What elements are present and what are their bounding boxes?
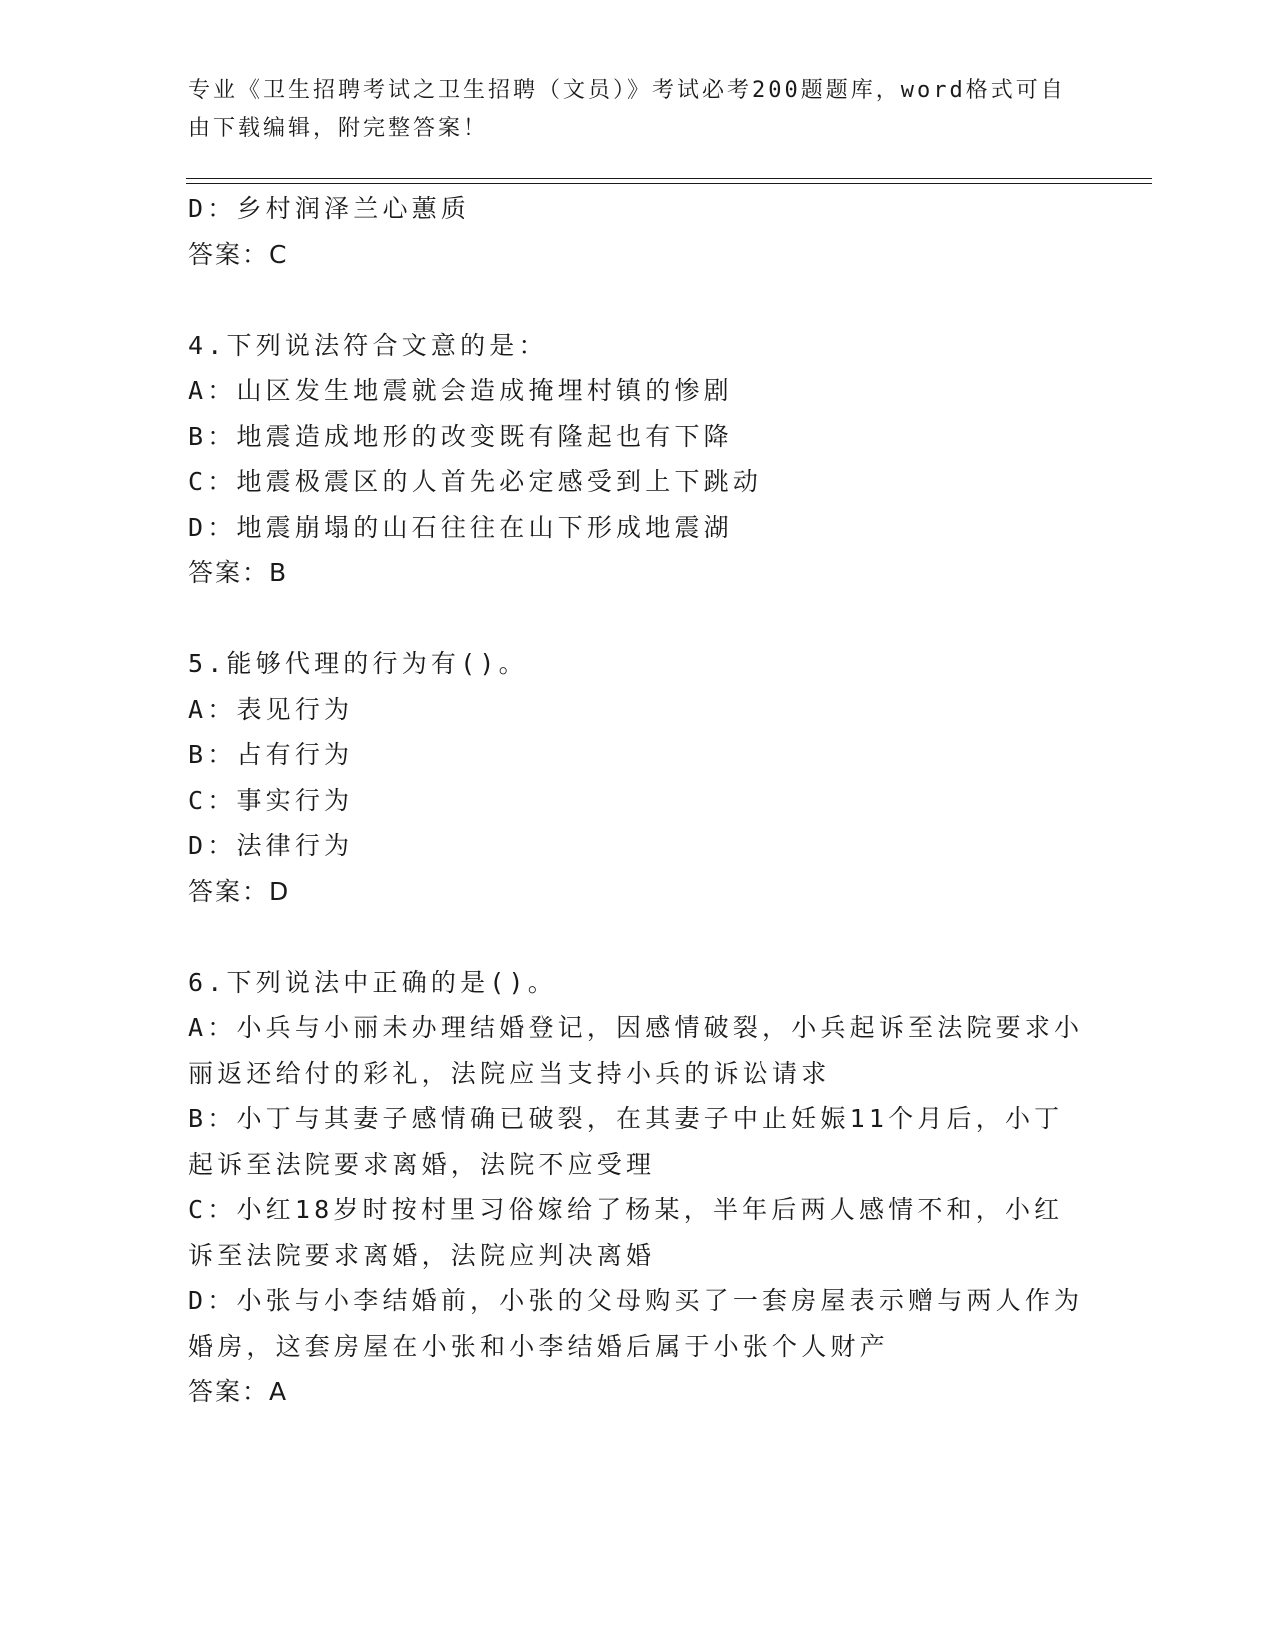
question-stem: 4.下列说法符合文意的是：	[188, 330, 548, 360]
question-list	[188, 186, 1088, 1415]
question-5	[188, 641, 1088, 914]
question-fragment	[188, 186, 1088, 277]
answer: 答案：C	[188, 239, 289, 269]
spacer	[188, 914, 1088, 960]
answer: 答案：B	[188, 558, 289, 587]
option-d: D：法律行为	[188, 831, 354, 860]
header-rule-top	[186, 178, 1152, 179]
answer: 答案：D	[188, 876, 291, 906]
spacer	[188, 596, 1088, 642]
spacer	[188, 277, 1088, 323]
question-stem: 5.能够代理的行为有()。	[188, 649, 528, 678]
question-4	[188, 323, 1088, 596]
option-a: A：山区发生地震就会造成掩埋村镇的惨剧	[188, 376, 733, 405]
option-b: B：占有行为	[188, 740, 354, 769]
header-rule-bottom	[186, 183, 1152, 184]
document-header: 专业《卫生招聘考试之卫生招聘（文员）》考试必考200题题库，word格式可自由下载编辑，附完整答案！	[188, 78, 1066, 141]
option-a: A：小兵与小丽未办理结婚登记，因感情破裂，小兵起诉至法院要求小丽返还给付的彩礼，法院应当支持小兵的诉讼请求	[188, 1013, 1084, 1088]
option-c: C：地震极震区的人首先必定感受到上下跳动	[188, 467, 763, 496]
option-d: D：地震崩塌的山石往往在山下形成地震湖	[188, 512, 733, 542]
option-d: D：乡村润泽兰心蕙质	[188, 194, 471, 223]
option-b: B：地震造成地形的改变既有隆起也有下降	[188, 421, 733, 451]
option-b: B：小丁与其妻子感情确已破裂，在其妻子中止妊娠11个月后，小丁起诉至法院要求离婚，法院不应受理	[188, 1104, 1064, 1179]
question-6	[188, 960, 1088, 1415]
option-c: C：小红18岁时按村里习俗嫁给了杨某，半年后两人感情不和，小红诉至法院要求离婚，法院应判决离婚	[188, 1195, 1064, 1270]
answer: 答案：A	[188, 1377, 289, 1406]
question-stem: 6.下列说法中正确的是()。	[188, 967, 558, 997]
option-d: D：小张与小李结婚前，小张的父母购买了一套房屋表示赠与两人作为婚房，这套房屋在小张和小李结婚后属于小张个人财产	[188, 1286, 1084, 1361]
option-a: A：表见行为	[188, 694, 354, 724]
option-c: C：事实行为	[188, 785, 354, 815]
